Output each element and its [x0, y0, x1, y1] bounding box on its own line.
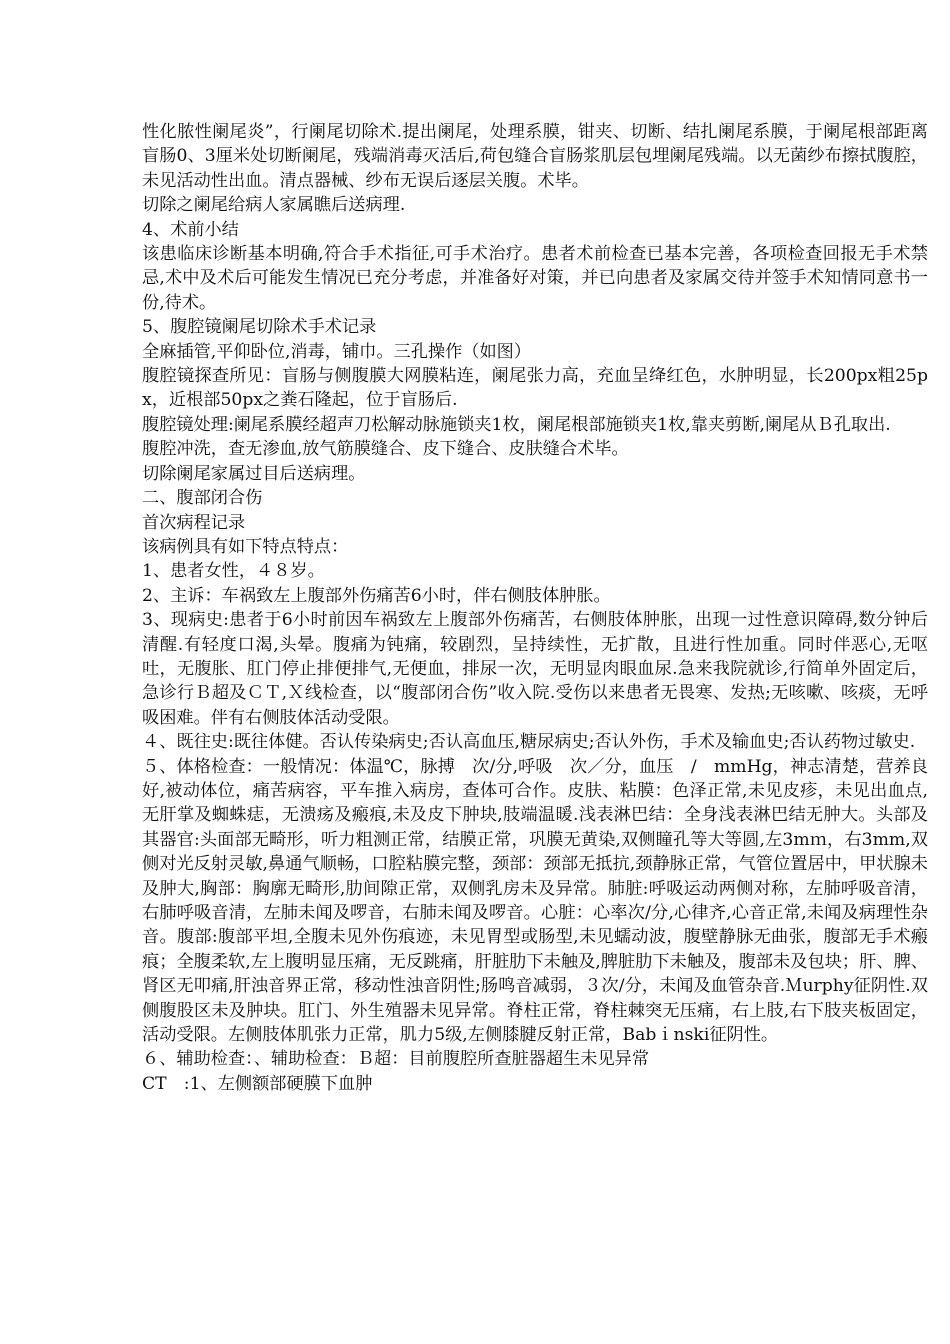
- specimen-pathology-text: 切除阑尾家属过目后送病理。: [142, 463, 366, 484]
- preop-summary-text: 该患临床诊断基本明确,符合手术指征,可手术治疗。患者术前检查已基本完善，各项检查回报无手术禁忌,术中及术后可能发生情况已充分考虑，并准备好对策，并已向患者及家属交待并签手术知情同意书一份,待术。: [142, 244, 928, 313]
- present-illness-history: 3、现病史:患者于6小时前因车祸致左上腹部外伤痛苦，右侧肢体肿胀，出现一过性意识障碍,数分钟后清醒.有轻度口渴,头晕。腹痛为钝痛，较剧烈，呈持续性，无扩散，且进行性加重。同时伴恶心,无呕吐，无腹胀、肛门停止排便排气,无便血，排尿一次，无明显肉眼血尿.急来我院就诊,行简单外固定后，急诊行Ｂ超及ＣＴ,Ｘ线检查，以“腹部闭合伤”收入院.受伤以来患者无畏寒、发热;无咳嗽、咳痰，无呼吸困难。伴有右侧肢体活动受限。: [142, 610, 928, 728]
- patient-basic-info: 1、患者女性，４８岁。: [142, 561, 325, 582]
- chief-complaint: 2、主诉：车祸致左上腹部外伤痛苦6小时，伴右侧肢体肿胀。: [142, 585, 611, 606]
- laparoscopic-findings-text: 腹腔镜探查所见：盲肠与侧腹膜大网膜粘连，阑尾张力高，充血呈绛红色，水肿明显，长200px粗25px，近根部50px之粪石隆起，位于盲肠后.: [142, 366, 928, 411]
- first-course-record-heading: 首次病程记录: [142, 512, 246, 533]
- past-history: ４、既往史:既往体健。否认传染病史;否认高血压,糖尿病史;否认外伤，手术及输血史;否认药物过敏史.: [142, 732, 916, 753]
- section-heading-laparoscopic-record: 5、腹腔镜阑尾切除术手术记录: [142, 317, 377, 338]
- anesthesia-positioning-text: 全麻插管,平仰卧位,消毒，铺巾。三孔操作（如图）: [142, 341, 532, 362]
- case-heading-abdominal-injury: 二、腹部闭合伤: [142, 488, 263, 509]
- auxiliary-examination: ６、辅助检查：、辅助检查：Ｂ超：目前腹腔所查脏器超生未见异常: [142, 1049, 650, 1070]
- ct-findings: CT :1、左侧额部硬膜下血肿: [142, 1073, 373, 1094]
- case-features-intro: 该病例具有如下特点特点：: [142, 536, 349, 557]
- section-heading-preop-summary: 4、术前小结: [142, 219, 239, 240]
- irrigation-closure-text: 腹腔冲洗，查无渗血,放气筋膜缝合、皮下缝合、皮肤缝合术毕。: [142, 439, 629, 460]
- laparoscopic-procedure-text: 腹腔镜处理:阑尾系膜经超声刀松解动脉施锁夹1枚，阑尾根部施锁夹1枚,靠夹剪断,阑尾从Ｂ孔取出.: [142, 414, 891, 435]
- specimen-note: 切除之阑尾给病人家属瞧后送病理.: [142, 195, 406, 216]
- operation-note-continuation: 性化脓性阑尾炎”，行阑尾切除术.提出阑尾，处理系膜，钳夹、切断、结扎阑尾系膜，于阑尾根部距离盲肠0、3厘米处切断阑尾，残端消毒灭活后,荷包缝合盲肠浆肌层包埋阑尾残端。以无菌纱布擦拭腹腔，未见活动性出血。清点器械、纱布无误后逐层关腹。术毕。: [142, 122, 928, 191]
- physical-examination: ５、体格检查：一般情况：体温℃，脉搏 次/分,呼吸 次／分，血压 / mmHg，神志清楚，营养良好,被动体位，痛苦病容，平车推入病房，查体可合作。皮肤、粘膜：色泽正常,未见皮疹，未见出血点,无肝掌及蜘蛛痣，无溃疡及瘢痕,未及皮下肿块,肢端温暖.浅表淋巴结：全身浅表淋巴结无肿大。头部及其器官:头面部无畸形，听力粗测正常，结膜正常，巩膜无黄染,双侧瞳孔等大等圆,左3mｍ，右3mm,双侧对光反射灵敏,鼻通气顺畅，口腔粘膜完整，颈部：颈部无抵抗,颈静脉正常，气管位置居中，甲状腺未及肿大,胸部：胸廓无畸形,肋间隙正常，双侧乳房未及异常。肺脏:呼吸运动两侧对称，左肺呼吸音清，右肺呼吸音清，左肺未闻及啰音，右肺未闻及啰音。心脏：心率次/分,心律齐,心音正常,未闻及病理性杂音。腹部:腹部平坦,全腹未见外伤痕迹，未见胃型或肠型,未见蠕动波，腹壁静脉无曲张，腹部无手术瘢痕；全腹柔软,左上腹明显压痛，无反跳痛，肝脏肋下未触及,脾脏肋下未触及，腹部未及包块；肝、脾、肾区无叩痛,肝浊音界正常，移动性浊音阴性;肠鸣音减弱，３次/分，未闻及血管杂音.Ｍurphy征阴性.双侧腹股区未及肿块。肛门、外生殖器未见异常。脊柱正常，脊柱棘突无压痛，右上肢,右下肢夹板固定，活动受限。左侧肢体肌张力正常，肌力5级,左侧膝腱反射正常，Babｉnski征阴性。: [142, 756, 928, 1046]
- document-page: [142, 120, 928, 1096]
